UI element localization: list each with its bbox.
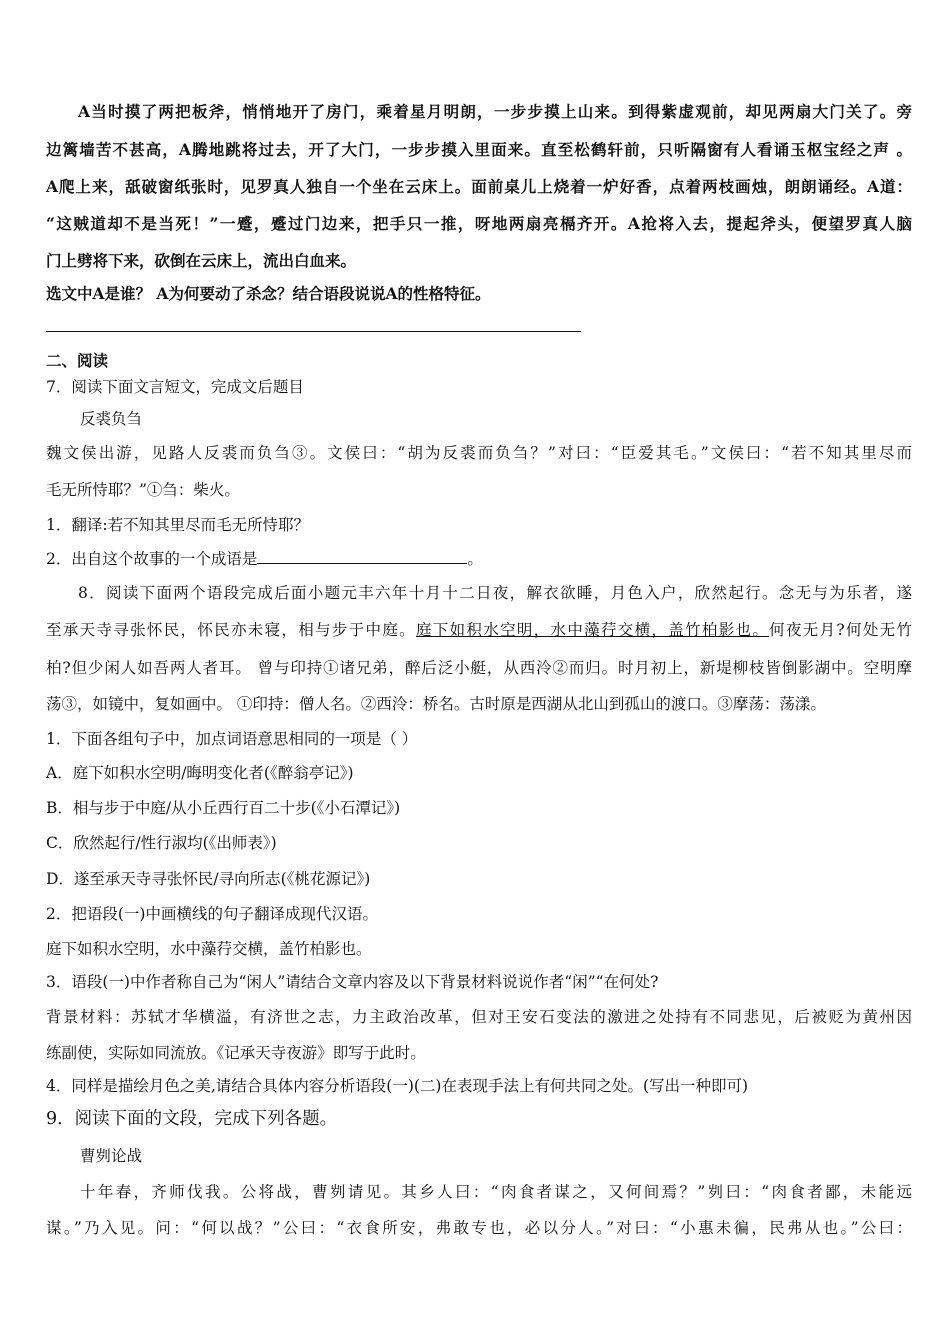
q7-text-1: 魏文侯出游，见路人反裘而负刍③。文侯曰：“胡为反裘而负刍？”对曰：“臣爱其毛。”文侯曰：“若不知其里尽而 [46,444,912,462]
q7-sub-2-text: 2．出自这个故事的一个成语是 [46,550,258,568]
q8-line-3: 柏?但少闲人如吾两人者耳。 曾与印持①诸兄弟，醉后泛小艇，从西泠②而归。时月初上，新堤柳枝皆倒影湖中。空明摩 [46,659,912,677]
answer-line [46,331,581,332]
passage-a-line-5: 门上劈将下来，砍倒在云床上，流出白血来。 [46,251,357,270]
q7-sub-2-end: 。 [467,550,483,568]
q9-stem: 9．阅读下面的文段，完成下列各题。 [46,1109,338,1129]
q8-underlined-sentence: 庭下如积水空明，水中藻荇交横，盖竹柏影也。 [415,621,770,639]
q8-line-1: 8．阅读下面两个语段完成后面小题元丰六年十月十二日夜，解衣欲睡，月色入户，欣然起行。念无与为乐者，遂 [78,584,912,602]
q8-line-2-post: 何夜无月?何处无竹 [769,621,912,639]
q8-sub-3: 3．语段(一)中作者称自己为“闲人”请结合文章内容及以下背景材料说说作者“闲”“在何处? [46,973,659,991]
q9-line-1: 十年春，齐师伐我。公将战，曹刿请见。其乡人曰：“肉食者谋之，又何间焉？”刿曰：“肉食者鄙，未能远 [80,1183,912,1201]
passage-a-line-4: “这贼道却不是当死！”一蹙，蹙过门边来，把手只一推，呀地两扇亮槅齐开。A抢将入去，提起斧头，便望罗真人脑 [46,214,912,233]
q8-option-c: C．欣然起行/性行淑均(《出师表》) [46,834,277,852]
q7-title: 反裘负刍 [80,410,143,428]
passage-a-question: 选文中A是谁？ A为何要动了杀念？结合语段说说A的性格特征。 [46,284,491,303]
q9-line-2: 谋。”乃入见。问：“何以战？”公曰：“衣食所安，弗敢专也，必以分人。”对曰：“小惠未徧，民弗从也。”公曰： [46,1219,912,1237]
q8-sub-2-text: 庭下如积水空明，水中藻荇交横，盖竹柏影也。 [46,940,372,958]
q8-option-a: A．庭下如积水空明/晦明变化者(《醉翁亭记》) [46,764,354,782]
q7-stem: 7．阅读下面文言短文，完成文后题目 [46,378,304,396]
q8-line-2 [46,620,912,640]
q8-background-1: 背景材料：苏轼才华横溢，有济世之志，力主政治改革，但对王安石变法的激进之处持有不同悲见，后被贬为黄州因 [46,1008,912,1026]
passage-a-line-1: A当时摸了两把板斧，悄悄地开了房门，乘着星月明朗，一步步摸上山来。到得紫虚观前，却见两扇大门关了。旁 [78,102,912,121]
section-heading: 二、阅读 [46,351,109,370]
q8-line-2-pre: 至承天寺寻张怀民，怀民亦未寝，相与步于中庭。 [46,621,416,639]
q8-line-4: 荡③，如镜中，复如画中。 ①印持：僧人名。②西泠：桥名。古时原是西湖从北山到孤山的渡口。③摩荡：荡漾。 [46,695,826,713]
q8-sub-1: 1．下面各组句子中，加点词语意思相同的一项是（ ） [46,730,418,748]
q7-sub-2 [46,549,912,569]
q7-answer-blank[interactable] [257,549,467,564]
q8-option-d: D．遂至承天寺寻张怀民/寻向所志(《桃花源记》) [46,870,371,888]
q8-sub-4: 4．同样是描绘月色之美,请结合具体内容分析语段(一)(二)在表现手法上有何共同之处。(写出一种即可) [46,1077,749,1095]
q8-sub-2: 2．把语段(一)中画横线的句子翻译成现代汉语。 [46,905,378,923]
q8-background-2: 练副使，实际如同流放。《记承天寺夜游》即写于此时。 [46,1044,426,1062]
passage-a-line-2: 边篱墙苦不甚高，A腾地跳将过去，开了大门，一步步摸入里面来。直至松鹤轩前，只听隔窗有人看诵玉枢宝经之声 。 [46,140,912,159]
q8-option-b: B．相与步于中庭/从小丘西行百二十步(《小石潭记》) [46,799,401,817]
passage-a-line-3: A爬上来，舐破窗纸张时，见罗真人独自一个坐在云床上。面前桌儿上烧着一炉好香，点着两枝画烛，朗朗诵经。A道： [46,177,912,196]
q7-sub-1: 1．翻译:若不知其里尽而毛无所恃耶？ [46,516,310,534]
q9-title: 曹刿论战 [80,1147,143,1165]
q7-text-2: 毛无所恃耶？”①刍：柴火。 [46,481,240,499]
